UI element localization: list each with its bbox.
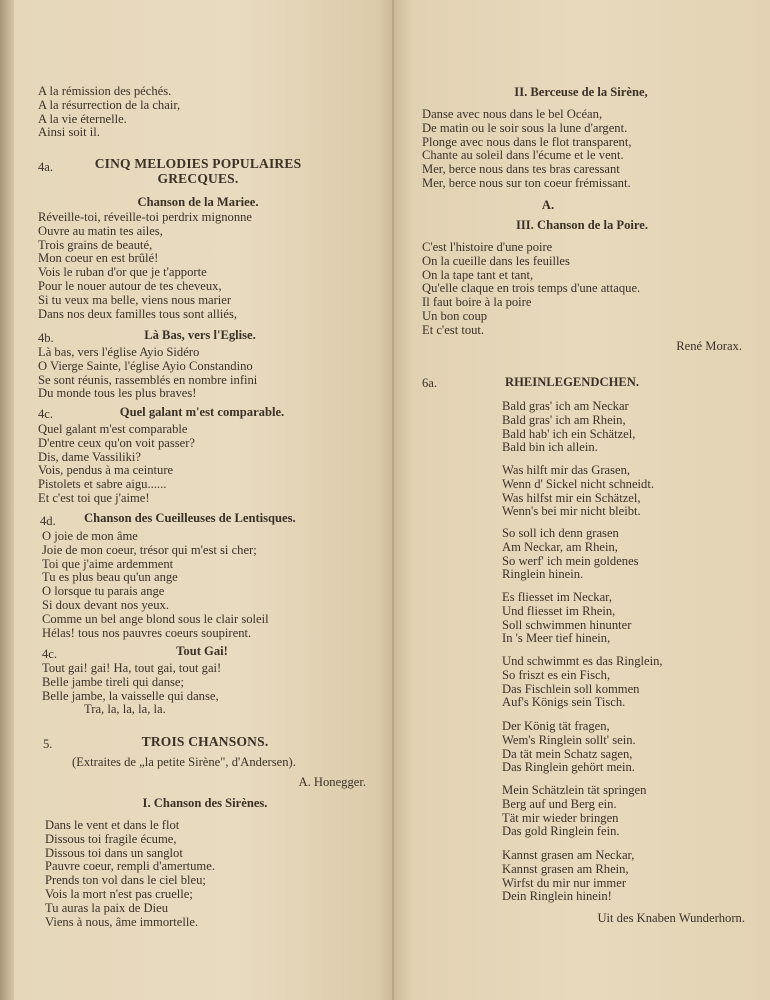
- verse-line: Soll schwimmen hinunter: [502, 617, 632, 632]
- song-lyrics: [422, 108, 632, 191]
- verse-line: Dissous toi fragile écume,: [45, 831, 177, 846]
- section-title-cont: GRECQUES.: [157, 171, 239, 186]
- verse-line: In 's Meer tief hinein,: [502, 631, 611, 646]
- song-lyrics: [422, 241, 640, 338]
- verse-line: Pauvre coeur, rempli d'amertume.: [45, 859, 215, 874]
- verse-line: Dans le vent et dans le flot: [45, 818, 180, 832]
- section-title: RHEINLEGENDCHEN.: [505, 375, 640, 389]
- stanza: [502, 527, 639, 582]
- verse-line: So friszt es ein Fisch,: [502, 667, 611, 682]
- right-page: [394, 0, 770, 1000]
- song-lyrics: [38, 423, 195, 506]
- section-number: 6a.: [422, 376, 438, 390]
- verse-line: O Vierge Sainte, l'église Ayio Constandino: [38, 358, 253, 373]
- section-number: 5.: [43, 737, 53, 751]
- section-title: TROIS CHANSONS.: [141, 734, 269, 749]
- verse-line: Réveille-toi, réveille-toi perdrix mignonne: [38, 210, 253, 224]
- verse-line: Plonge avec nous dans le flot transparent,: [422, 134, 632, 149]
- stanza: [502, 464, 654, 519]
- verse-line: Wenn's bei mir nicht bleibt.: [502, 504, 641, 519]
- verse-line: Si doux devant nos yeux.: [42, 597, 169, 612]
- verse-line: Bald hab' ich ein Schätzel,: [502, 426, 636, 441]
- stanza: [502, 784, 646, 839]
- verse-line: Mer, berce nous dans tes bras caressant: [422, 162, 620, 177]
- page-edge: [0, 0, 14, 1000]
- verse-line: Vois, pendus à ma ceinture: [38, 463, 174, 478]
- song-title: Là Bas, vers l'Eglise.: [144, 328, 256, 342]
- stanza: [502, 849, 634, 904]
- verse-line: Tu es plus beau qu'un ange: [42, 570, 178, 585]
- stanza: [502, 591, 631, 646]
- verse-line: Bald gras' ich am Neckar: [502, 399, 629, 413]
- section-number: 4b.: [38, 331, 54, 345]
- verse-line: Das Ringlein gehört mein.: [502, 760, 635, 775]
- verse-line: Bald gras' ich am Rhein,: [502, 412, 626, 427]
- verse-line: Bald bin ich allein.: [502, 440, 598, 455]
- section-subtitle: (Extraites de „la petite Sirène", d'Andersen).: [72, 755, 296, 769]
- verse-line: Der König tät fragen,: [502, 719, 610, 733]
- verse-line: Dissous toi dans un sanglot: [45, 845, 183, 860]
- song-title: Quel galant m'est comparable.: [119, 405, 285, 419]
- author: René Morax.: [676, 339, 742, 353]
- verse-line: Comme un bel ange blond sous le clair soleil: [42, 611, 269, 626]
- verse-line: Tät mir wieder bringen: [502, 810, 619, 825]
- verse-line: Tout gai! gai! Ha, tout gai, tout gai!: [42, 661, 222, 675]
- verse-line: Und schwimmt es das Ringlein,: [502, 654, 663, 668]
- verse-line: Dans nos deux familles tous sont alliés,: [38, 306, 238, 321]
- verse-line: Mein Schätzlein tät springen: [502, 783, 647, 797]
- verse-line: O lorsque tu parais ange: [42, 584, 165, 599]
- song-lyrics: [42, 662, 221, 703]
- verse-line: Es fliesset im Neckar,: [502, 590, 613, 604]
- verse-line: Und fliesset im Rhein,: [502, 603, 616, 618]
- verse-line: Belle jambe tireli qui danse;: [42, 674, 184, 689]
- verse-line: Da tät mein Schatz sagen,: [502, 746, 633, 761]
- song-title: Chanson des Cueilleuses de Lentisques.: [84, 511, 296, 525]
- verse-line: Dis, dame Vassiliki?: [38, 449, 141, 464]
- verse-line: O joie de mon âme: [42, 529, 138, 543]
- verse-line: C'est l'histoire d'une poire: [422, 240, 553, 254]
- verse-line: Du monde tous les plus braves!: [38, 386, 197, 401]
- stanza: [502, 720, 636, 775]
- verse-line: So werf' ich mein goldenes: [502, 553, 639, 568]
- verse-line: Trois grains de beauté,: [38, 237, 153, 252]
- verse-line: Am Neckar, am Rhein,: [502, 539, 618, 554]
- verse-line: Et c'est toi que j'aime!: [38, 490, 150, 505]
- section-number: 4c.: [38, 407, 54, 421]
- verse-line: A la vie éternelle.: [38, 111, 127, 126]
- verse-line: Wenn d' Sickel nicht schneidt.: [502, 476, 654, 491]
- verse-line: Ainsi soit il.: [38, 125, 100, 140]
- verse-line: So soll ich denn grasen: [502, 526, 619, 540]
- song-title: Chanson de la Mariee.: [137, 195, 259, 209]
- verse-line: Belle jambe, la vaisselle qui danse,: [42, 688, 219, 703]
- song-refrain: Tra, la, la, la, la.: [84, 702, 166, 716]
- verse-line: Hélas! tous nos pauvres coeurs soupirent.: [42, 625, 252, 640]
- verse-line: Wem's Ringlein sollt' sein.: [502, 732, 636, 747]
- section-number: 4c.: [42, 647, 58, 661]
- section-number: 4a.: [38, 160, 54, 174]
- verse-line: Auf's Königs sein Tisch.: [502, 695, 626, 710]
- source: Uit des Knaben Wunderhorn.: [597, 911, 745, 925]
- verse-line: D'entre ceux qu'on voit passer?: [38, 435, 196, 450]
- verse-line: Mer, berce nous sur ton coeur frémissant.: [422, 175, 631, 190]
- stanza: [502, 655, 663, 710]
- verse-line: Prends ton vol dans le ciel bleu;: [45, 873, 206, 888]
- verse-line: Se sont réunis, rassemblés en nombre infini: [38, 372, 258, 387]
- verse-line: Qu'elle claque en trois temps d'une attaque.: [422, 281, 641, 296]
- verse-line: Joie de mon coeur, trésor qui m'est si cher;: [42, 542, 257, 557]
- verse-line: Et c'est tout.: [422, 322, 485, 337]
- verse-line: Das Fischlein soll kommen: [502, 681, 640, 696]
- song-title: Tout Gai!: [176, 644, 228, 658]
- verse-line: A la résurrection de la chair,: [38, 97, 181, 112]
- verse-line: Il faut boire à la poire: [422, 295, 532, 310]
- verse-line: Pistolets et sabre aigu......: [38, 477, 167, 492]
- verse-line: Viens à nous, âme immortelle.: [45, 914, 199, 929]
- verse-line: Ringlein hinein.: [502, 567, 584, 582]
- song-title: III. Chanson de la Poire.: [515, 218, 649, 232]
- verse-line: Vois la mort n'est pas cruelle;: [45, 886, 193, 901]
- verse-line: Das gold Ringlein fein.: [502, 824, 620, 839]
- verse-line: Danse avec nous dans le bel Océan,: [422, 107, 603, 121]
- song-lyrics: [38, 211, 252, 321]
- verse-line: Tu auras la paix de Dieu: [45, 900, 168, 915]
- stanza: [502, 400, 635, 455]
- verse-line: Si tu veux ma belle, viens nous marier: [38, 292, 232, 307]
- verse-line: Quel galant m'est comparable: [38, 422, 188, 436]
- verse-line: Dein Ringlein hinein!: [502, 889, 612, 904]
- song-title: I. Chanson des Sirènes.: [142, 796, 268, 810]
- song-lyrics: [38, 346, 257, 401]
- verse-line: Ouvre au matin tes ailes,: [38, 223, 163, 238]
- verse-line: On la cueille dans les feuilles: [422, 253, 570, 268]
- verse-line: Wirfst du mir nur immer: [502, 875, 627, 890]
- verse-line: Berg auf und Berg ein.: [502, 796, 617, 811]
- verse-line: Kannst grasen am Rhein,: [502, 861, 629, 876]
- composer: A. Honegger.: [298, 775, 366, 789]
- verse-line: Là bas, vers l'église Ayio Sidéro: [38, 345, 200, 359]
- section-title: CINQ MELODIES POPULAIRES: [94, 156, 302, 171]
- verse-line: Pour le nouer autour de tes cheveux,: [38, 278, 222, 293]
- verse-line: Chante au soleil dans l'écume et le vent.: [422, 148, 624, 163]
- verse-line: A la rémission des péchés.: [38, 84, 172, 98]
- verse-line: Was hilfst mir ein Schätzel,: [502, 490, 641, 505]
- verse-line: Kannst grasen am Neckar,: [502, 848, 635, 862]
- section-marker: A.: [541, 198, 555, 212]
- verse-line: On la tape tant et tant,: [422, 267, 534, 282]
- verse-line: Was hilft mir das Grasen,: [502, 463, 631, 477]
- verse-line: Mon coeur en est brûlé!: [38, 251, 159, 266]
- verse-line: Toi que j'aime ardemment: [42, 556, 174, 571]
- section-number: 4d.: [40, 514, 56, 528]
- verse-line: Un bon coup: [422, 308, 488, 323]
- credo-verse: [38, 85, 180, 140]
- verse-line: De matin ou le soir sous la lune d'argent.: [422, 120, 628, 135]
- verse-line: Vois le ruban d'or que je t'apporte: [38, 265, 207, 280]
- song-title: II. Berceuse de la Sirène,: [514, 85, 648, 99]
- song-lyrics: [45, 819, 215, 929]
- song-lyrics: [42, 530, 269, 640]
